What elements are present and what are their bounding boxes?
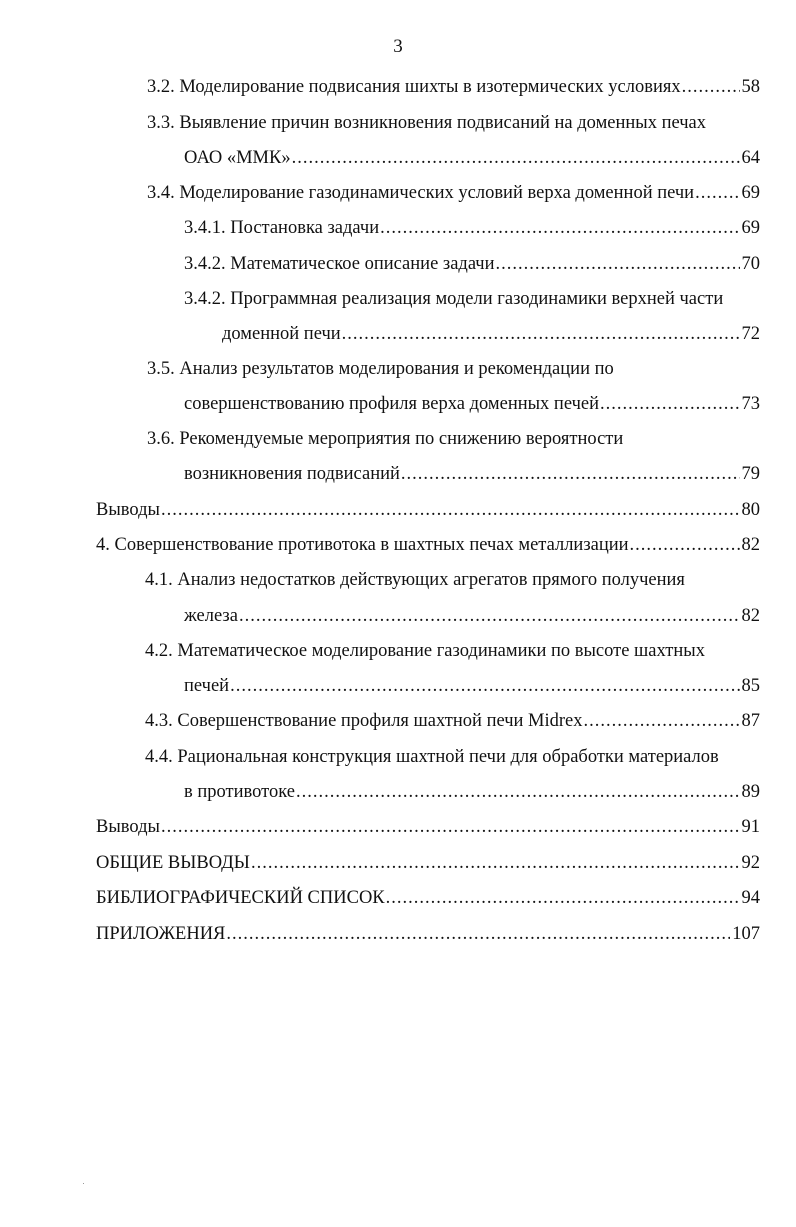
toc-entry-page: 79	[741, 464, 760, 484]
toc-entry-text: 3.4. Моделирование газодинамических условий верха доменной печи	[147, 183, 695, 203]
dot-leader	[386, 886, 740, 910]
toc-entry-text: совершенствованию профиля верха доменных печей	[184, 394, 599, 414]
toc-entry-3-3-line1: 3.3. Выявление причин возникновения подвисаний на доменных печах	[147, 113, 707, 133]
toc-entry-3-5	[184, 392, 760, 416]
toc-entry-text: 3.2. Моделирование подвисания шихты в изотермических условиях	[147, 77, 681, 97]
dot-leader	[695, 181, 739, 205]
toc-entry-text: 4. Совершенствование противотока в шахтных печах металлизации	[96, 535, 629, 555]
toc-entry-text: 4.3. Совершенствование профиля шахтной печи Midrex	[145, 711, 583, 731]
toc-entry-3-4	[147, 181, 760, 205]
toc-entry-text: печей	[184, 676, 230, 696]
toc-entry-text: ОБЩИЕ ВЫВОДЫ	[96, 853, 250, 873]
toc-entry-text: Выводы	[96, 500, 160, 520]
scan-speck	[83, 1183, 84, 1184]
toc-entry-text: в противотоке	[184, 782, 295, 802]
toc-entry-4-4-line1: 4.4. Рациональная конструкция шахтной печи для обработки материалов	[145, 747, 719, 767]
toc-entry-text: доменной печи	[222, 324, 341, 344]
toc-entry-page: 64	[741, 148, 760, 168]
toc-entry-4-3	[145, 709, 760, 733]
toc-entry-3-4-2-a	[184, 252, 760, 276]
toc-entry-obshchie-vyvody	[96, 851, 760, 875]
toc-entry-4	[96, 533, 760, 557]
toc-entry-4-2-line1: 4.2. Математическое моделирование газодинамики по высоте шахтных	[145, 641, 705, 661]
dot-leader	[239, 604, 740, 628]
dot-leader	[496, 252, 740, 276]
toc-entry-text: БИБЛИОГРАФИЧЕСКИЙ СПИСОК	[96, 888, 385, 908]
toc-entry-text: возникновения подвисаний	[184, 464, 400, 484]
toc-entry-page: 89	[741, 782, 760, 802]
toc-entry-3-2	[147, 75, 760, 99]
toc-entry-page: 85	[741, 676, 760, 696]
toc-entry-text: 3.4.1. Постановка задачи	[184, 218, 380, 238]
toc-entry-4-1-line1: 4.1. Анализ недостатков действующих агрегатов прямого получения	[145, 570, 685, 590]
toc-entry-page: 94	[741, 888, 760, 908]
toc-entry-page: 69	[741, 218, 760, 238]
toc-entry-page: 91	[741, 817, 760, 837]
toc-entry-3-4-2-b-line1: 3.4.2. Программная реализация модели газодинамики верхней части	[184, 289, 724, 309]
toc-entry-appendices	[96, 922, 760, 946]
toc-entry-4-1	[184, 604, 760, 628]
toc-entry-vyvody-2	[96, 815, 760, 839]
toc-entry-3-5-line1: 3.5. Анализ результатов моделирования и рекомендации по	[147, 359, 614, 379]
toc-entry-page: 92	[741, 853, 760, 873]
dot-leader	[251, 851, 740, 875]
dot-leader	[380, 216, 739, 240]
toc-entry-text: железа	[184, 606, 238, 626]
toc-entry-page: 107	[732, 924, 760, 944]
dot-leader	[296, 780, 740, 804]
toc-entry-vyvody-1	[96, 498, 760, 522]
dot-leader	[682, 75, 740, 99]
toc-entry-page: 70	[741, 254, 760, 274]
toc-entry-page: 72	[741, 324, 760, 344]
toc-entry-4-4	[184, 780, 760, 804]
toc-entry-page: 69	[741, 183, 760, 203]
toc-entry-text: 3.4.2. Математическое описание задачи	[184, 254, 495, 274]
toc-entry-page: 58	[741, 77, 760, 97]
toc-entry-3-4-1	[184, 216, 760, 240]
toc-entry-4-2	[184, 674, 760, 698]
toc-entry-3-3	[184, 146, 760, 170]
dot-leader	[161, 815, 740, 839]
toc-entry-page: 82	[741, 606, 760, 626]
toc-entry-page: 80	[741, 500, 760, 520]
toc-entry-page: 82	[741, 535, 760, 555]
dot-leader	[230, 674, 739, 698]
dot-leader	[401, 462, 740, 486]
toc-entry-page: 87	[741, 711, 760, 731]
toc-entry-text: ОАО «ММК»	[184, 148, 291, 168]
dot-leader	[600, 392, 740, 416]
dot-leader	[226, 922, 730, 946]
toc-entry-3-4-2-b	[222, 322, 760, 346]
dot-leader	[584, 709, 740, 733]
toc-entry-text: ПРИЛОЖЕНИЯ	[96, 924, 226, 944]
toc-entry-bibliography	[96, 886, 760, 910]
dot-leader	[630, 533, 740, 557]
toc-entry-text: Выводы	[96, 817, 160, 837]
toc-entry-3-6	[184, 462, 760, 486]
dot-leader	[342, 322, 740, 346]
dot-leader	[161, 498, 740, 522]
dot-leader	[292, 146, 740, 170]
page-number: 3	[393, 36, 403, 57]
toc-entry-3-6-line1: 3.6. Рекомендуемые мероприятия по снижению вероятности	[147, 429, 624, 449]
toc-entry-page: 73	[741, 394, 760, 414]
